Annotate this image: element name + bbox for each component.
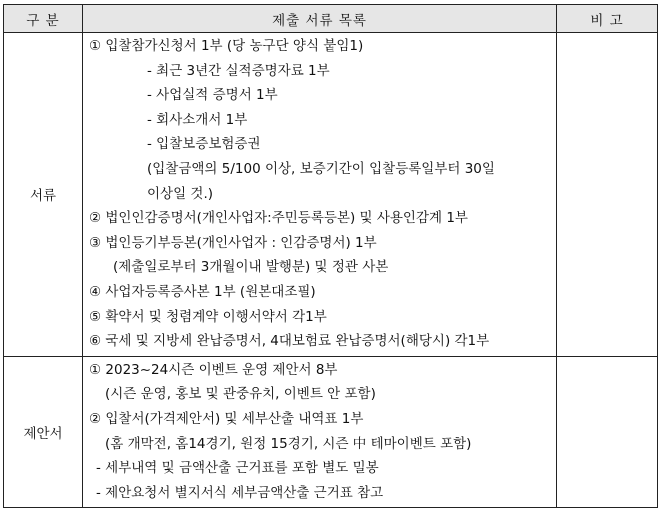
category-cell: 서류 <box>4 33 83 357</box>
header-category: 구 분 <box>4 5 83 33</box>
list-item: 이상일 것.) <box>147 185 214 202</box>
remarks-cell <box>557 33 658 357</box>
table-row <box>4 33 658 357</box>
table-row <box>4 356 658 508</box>
header-document-list: 제출 서류 목록 <box>83 5 557 33</box>
table-body <box>4 33 658 508</box>
list-item: ③ 법인등기부등본(개인사업자 : 인감증명서) 1부 <box>89 234 377 251</box>
list-item: - 입찰보증보험증권 <box>147 136 261 153</box>
list-item: - 사업실적 증명서 1부 <box>147 87 278 104</box>
document-list-cell <box>83 33 557 357</box>
list-item: - 최근 3년간 실적증명자료 1부 <box>147 62 330 79</box>
document-list-cell <box>83 356 557 508</box>
remarks-cell <box>557 356 658 508</box>
list-item: - 세부내역 및 금액산출 근거표를 포함 별도 밀봉 <box>96 460 379 477</box>
list-item: ① 입찰참가신청서 1부 (당 농구단 양식 붙임1) <box>89 38 364 54</box>
list-item: ⑥ 국세 및 지방세 완납증명서, 4대보험료 완납증명서(해당시) 각1부 <box>89 333 490 350</box>
list-item: (홈 개막전, 홈14경기, 원정 15경기, 시즌 中 테마이벤트 포함) <box>105 435 472 452</box>
list-item: - 회사소개서 1부 <box>147 111 248 128</box>
category-cell: 제안서 <box>4 356 83 508</box>
list-item: ④ 사업자등록증사본 1부 (원본대조필) <box>89 283 316 300</box>
list-item: (제출일로부터 3개월이내 발행분) 및 정관 사본 <box>113 259 389 276</box>
header-remarks: 비 고 <box>557 5 658 33</box>
submission-documents-table <box>3 4 658 508</box>
list-item: - 제안요청서 별지서식 세부금액산출 근거표 참고 <box>96 484 384 501</box>
list-item: (입찰금액의 5/100 이상, 보증기간이 입찰등록일부터 30일 <box>147 160 495 177</box>
table-header-row <box>4 5 658 33</box>
list-item: ① 2023~24시즌 이벤트 운영 제안서 8부 <box>89 361 338 378</box>
list-item: (시즌 운영, 홍보 및 관중유치, 이벤트 안 포함) <box>105 386 376 403</box>
list-item: ② 법인인감증명서(개인사업자:주민등록등본) 및 사용인감계 1부 <box>89 210 468 227</box>
list-item: ⑤ 확약서 및 청렴계약 이행서약서 각1부 <box>89 308 327 325</box>
list-item: ② 입찰서(가격제안서) 및 세부산출 내역표 1부 <box>89 410 364 427</box>
